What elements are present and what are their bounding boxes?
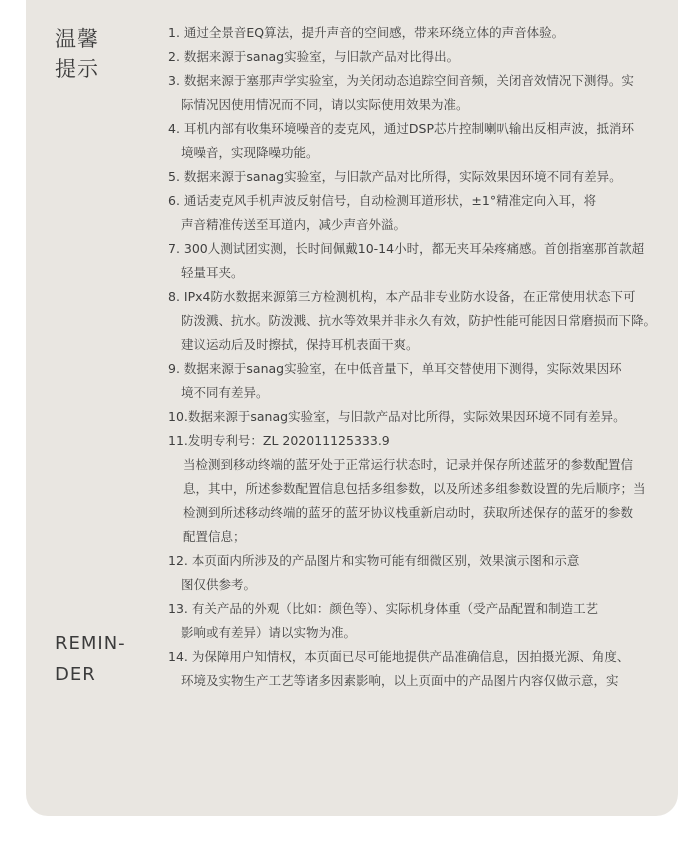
reminder-heading-cn-line-2: 提示	[55, 57, 99, 81]
note-line: 影响或有差异）请以实物为准。	[181, 625, 357, 640]
note-item	[168, 405, 668, 429]
note-line: 检测到所述移动终端的蓝牙的蓝牙协议栈重新启动时，获取所述保存的蓝牙的参数	[183, 505, 634, 520]
note-item	[168, 549, 668, 597]
note-item	[168, 597, 668, 645]
note-line: 轻量耳夹。	[181, 265, 244, 280]
note-line: 图仅供参考。	[181, 577, 257, 592]
note-item	[168, 165, 668, 189]
note-item	[168, 237, 668, 285]
note-line: 境噪音，实现降噪功能。	[181, 145, 319, 160]
note-line: 境不同有差异。	[181, 385, 269, 400]
reminder-heading-en	[55, 628, 126, 690]
note-line: 10.数据来源于sanag实验室，与旧款产品对比所得，实际效果因环境不同有差异。	[168, 409, 626, 424]
note-line: 防泼溅、抗水。防泼溅、抗水等效果并非永久有效，防护性能可能因日常磨损而下降。	[181, 313, 657, 328]
note-item	[168, 45, 668, 69]
note-line: 3. 数据来源于塞那声学实验室，为关闭动态追踪空间音频，关闭音效情况下测得。实	[168, 73, 634, 88]
note-line: 配置信息；	[183, 529, 246, 544]
note-line: 2. 数据来源于sanag实验室，与旧款产品对比得出。	[168, 49, 460, 64]
note-item	[168, 357, 668, 405]
note-item	[168, 645, 668, 693]
note-line: 际情况因使用情况而不同，请以实际使用效果为准。	[181, 97, 469, 112]
note-line: 环境及实物生产工艺等诸多因素影响，以上页面中的产品图片内容仅做示意，实	[181, 673, 619, 688]
reminder-heading-cn	[55, 24, 99, 84]
note-line: 声音精准传送至耳道内，减少声音外溢。	[181, 217, 407, 232]
reminder-heading-en-line-1: REMIN-	[55, 633, 126, 654]
note-line: 5. 数据来源于sanag实验室，与旧款产品对比所得，实际效果因环境不同有差异。	[168, 169, 622, 184]
note-item	[168, 69, 668, 117]
note-line: 息，其中，所述参数配置信息包括多组参数，以及所述多组参数设置的先后顺序；当	[183, 481, 646, 496]
note-line: 1. 通过全景音EQ算法，提升声音的空间感，带来环绕立体的声音体验。	[168, 25, 565, 40]
note-item	[168, 429, 668, 549]
note-item	[168, 21, 668, 45]
note-item	[168, 117, 668, 165]
note-line: 当检测到移动终端的蓝牙处于正常运行状态时，记录并保存所述蓝牙的参数配置信	[183, 457, 634, 472]
reminder-card	[26, 0, 678, 816]
note-line: 6. 通话麦克风手机声波反射信号，自动检测耳道形状，±1°精准定向入耳，将	[168, 193, 597, 208]
note-line: 7. 300人测试团实测，长时间佩戴10-14小时，都无夹耳朵疼痛感。首创指塞那首款超	[168, 241, 645, 256]
reminder-heading-cn-line-1: 温馨	[55, 27, 99, 51]
note-line: 14. 为保障用户知情权，本页面已尽可能地提供产品准确信息，因拍摄光源、角度、	[168, 649, 630, 664]
reminder-notes-list	[168, 21, 668, 693]
note-line: 11.发明专利号：ZL 202011125333.9	[168, 433, 390, 448]
note-line: 13. 有关产品的外观（比如：颜色等）、实际机身体重（受产品配置和制造工艺	[168, 601, 599, 616]
note-line: 8. IPx4防水数据来源第三方检测机构，本产品非专业防水设备，在正常使用状态下可	[168, 289, 636, 304]
note-item	[168, 285, 668, 357]
note-item	[168, 189, 668, 237]
note-line: 建议运动后及时擦拭，保持耳机表面干爽。	[181, 337, 419, 352]
reminder-heading-en-line-2: DER	[55, 664, 96, 685]
note-line: 4. 耳机内部有收集环境噪音的麦克风，通过DSP芯片控制喇叭输出反相声波，抵消环	[168, 121, 634, 136]
note-line: 9. 数据来源于sanag实验室，在中低音量下，单耳交替使用下测得，实际效果因环	[168, 361, 622, 376]
note-line: 12. 本页面内所涉及的产品图片和实物可能有细微区别，效果演示图和示意	[168, 553, 580, 568]
